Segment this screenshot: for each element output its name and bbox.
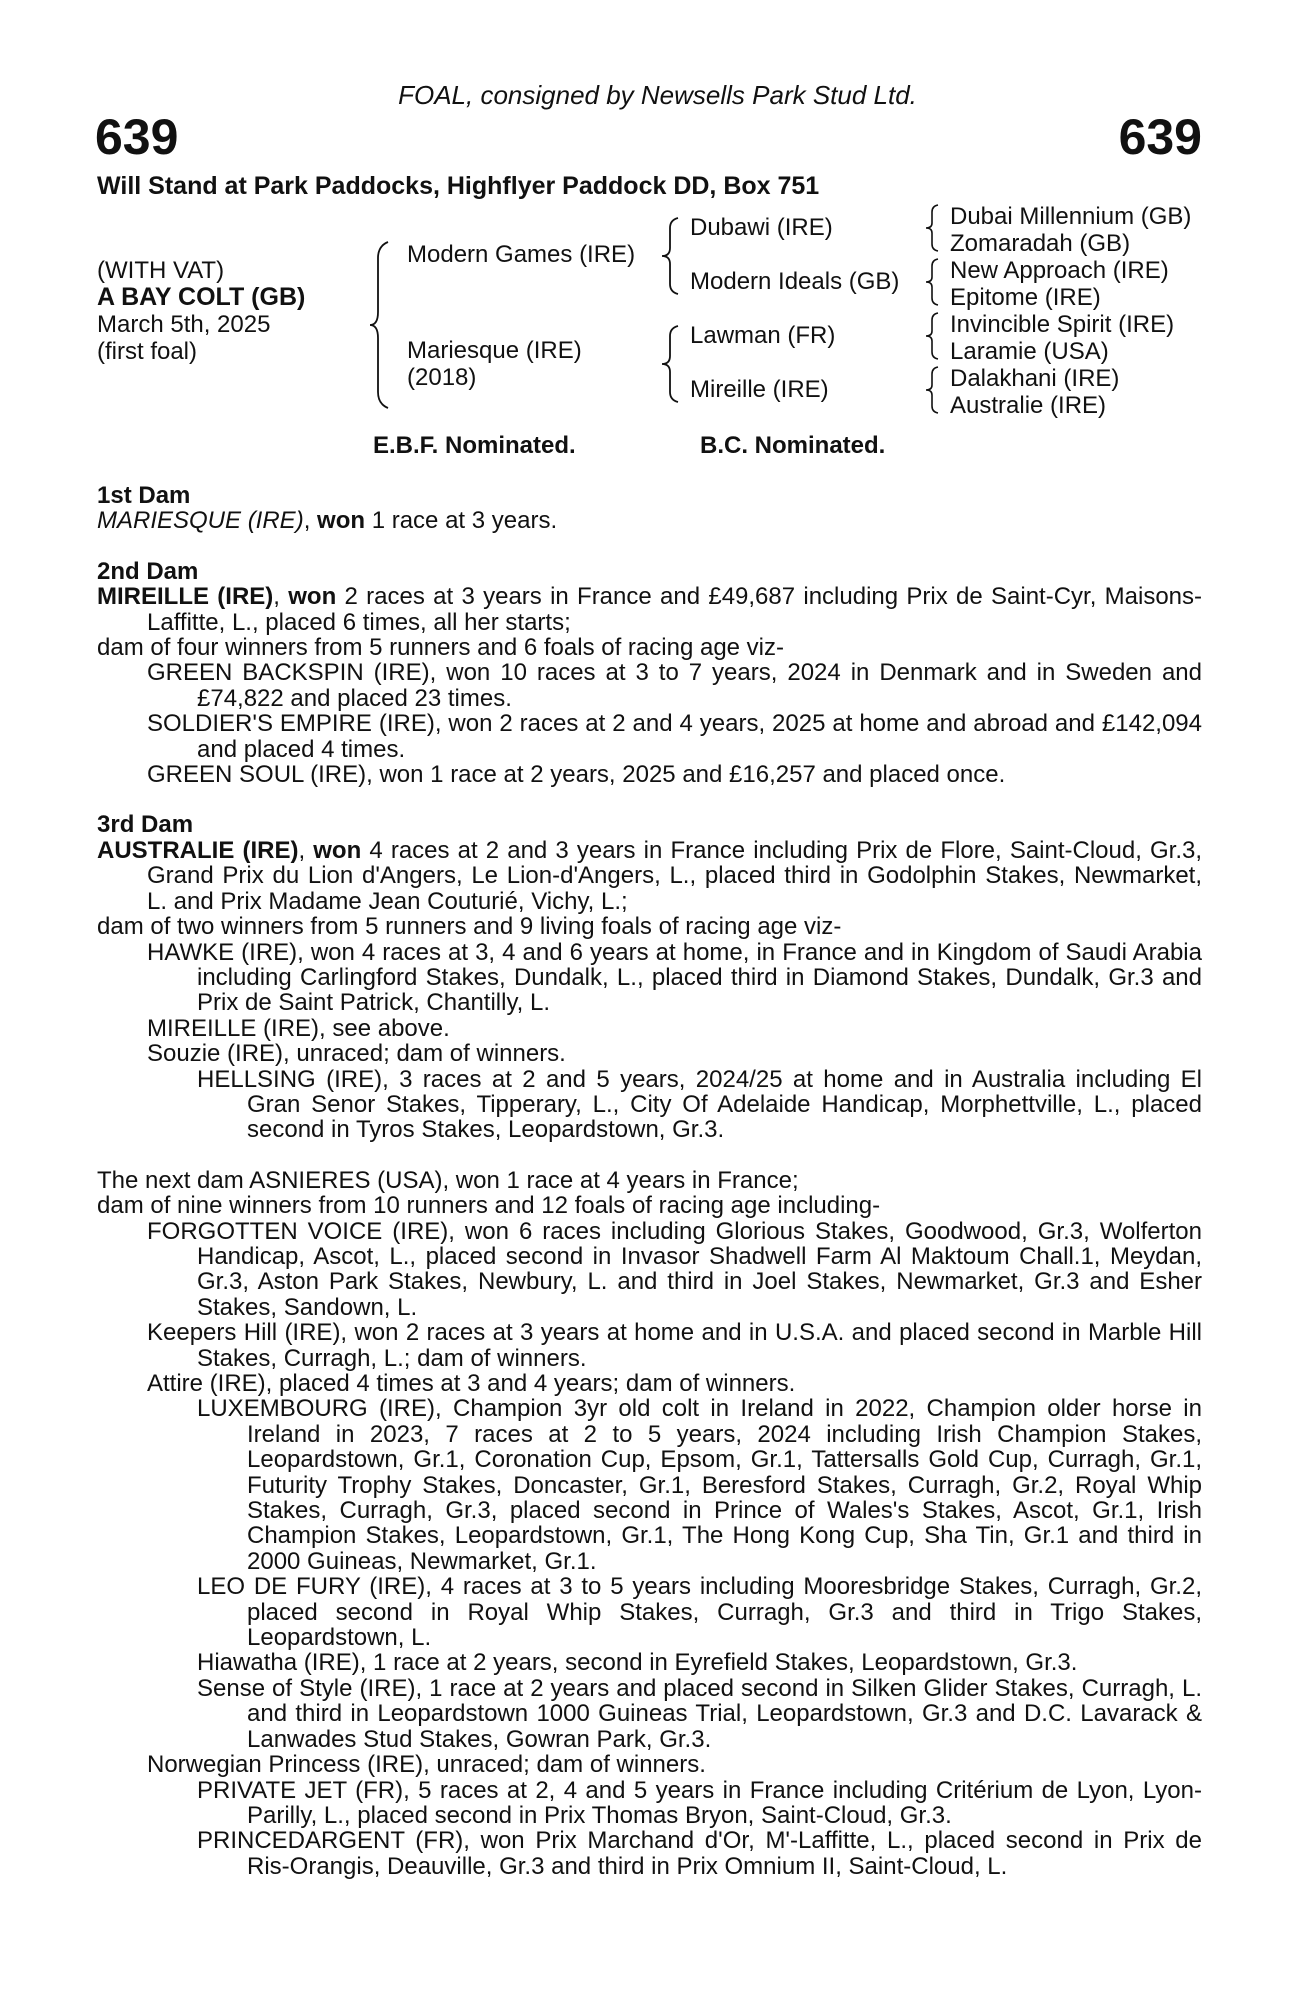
sire-sire: Dubawi (IRE) (690, 214, 833, 241)
g3-ancestor: Dubai Millennium (GB) (950, 203, 1192, 230)
stand-location: Will Stand at Park Paddocks, Highflyer Paddock DD, Box 751 (97, 172, 820, 200)
offspring-entry: Sense of Style (IRE), 1 race at 2 years and placed second in Silken Glider Stakes, Curragh, L. and third in Leopardstown 1000 Guineas Trial, Leopardstown, Gr.3 and D.C. Lavarack & Lanwades Stud Stakes, Gowran Park, Gr.3. (197, 1674, 1202, 1753)
dam-year: (2018) (407, 364, 477, 391)
third-dam-section (97, 812, 1202, 1142)
first-dam-won: won (317, 507, 366, 535)
first-dam-text: 1 race at 3 years. (365, 507, 558, 535)
g3-ancestor: Invincible Spirit (IRE) (950, 311, 1175, 338)
dam-dam: Mireille (IRE) (690, 376, 829, 403)
first-dam-section (97, 483, 1202, 534)
first-dam-name: MARIESQUE (IRE) (97, 507, 304, 535)
g3-brace-4 (925, 365, 941, 415)
lot-number-left: 639 (95, 109, 179, 165)
sire-name: Modern Games (IRE) (407, 241, 636, 268)
third-dam-name: AUSTRALIE (IRE) (97, 836, 299, 864)
third-dam-text: 4 races at 2 and 3 years in France including Prix de Flore, Saint-Cloud, Gr.3, Grand Prix du Lion d'Angers, Le Lion-d'Angers, L., placed third in Godolphin Stakes, Newmarket, L. and Prix Madame Jean Couturié, Vichy, L.; (147, 836, 1203, 915)
second-dam-text: 2 races at 3 years in France and £49,687 including Prix de Saint-Cyr, Maisons-Laffitte, L., placed 6 times, all her starts; (147, 583, 1203, 636)
g3-ancestor: Zomaradah (GB) (950, 230, 1131, 257)
second-dam-heading: 2nd Dam (97, 557, 199, 585)
second-dam-section (97, 559, 1202, 788)
dam-brace (660, 324, 684, 404)
offspring-entry: MIREILLE (IRE), see above. (147, 1014, 450, 1042)
foal-birthdate: March 5th, 2025 (97, 311, 271, 338)
first-dam-heading: 1st Dam (97, 482, 191, 509)
offspring-entry: GREEN SOUL (IRE), won 1 race at 2 years, 2025 and £16,257 and placed once. (147, 761, 1006, 789)
second-dam-record: MIREILLE (IRE), won 2 races at 3 years in France and £49,687 including Prix de Saint-Cyr, Maisons-Laffitte, L., placed 6 times, all her starts; (97, 583, 1203, 636)
offspring-entry: Souzie (IRE), unraced; dam of winners. (147, 1040, 566, 1068)
g3-ancestor: Laramie (USA) (950, 338, 1109, 365)
foal-vat: (WITH VAT) (97, 257, 225, 284)
sire-brace (660, 216, 684, 296)
offspring-entry: FORGOTTEN VOICE (IRE), won 6 races including Glorious Stakes, Goodwood, Gr.3, Wolferton Handicap, Ascot, L., placed second in Invasor Shadwell Farm Al Maktoum Chall.1, Meydan, Gr.3, Aston Park Stakes, Newbury, L. and third in Joel Stakes, Newmarket, Gr.3 and Esher Stakes, Sandown, L. (147, 1217, 1202, 1321)
next-dam-produce: dam of nine winners from 10 runners and 12 foals of racing age including- (97, 1192, 881, 1220)
g3-ancestor: Epitome (IRE) (950, 284, 1101, 311)
foal-note: (first foal) (97, 338, 198, 365)
second-dam-name: MIREILLE (IRE) (97, 583, 274, 611)
g3-ancestor: Australie (IRE) (950, 392, 1107, 419)
offspring-entry: Hiawatha (IRE), 1 race at 2 years, second in Eyrefield Stakes, Leopardstown, Gr.3. (197, 1649, 1078, 1677)
third-dam-record: AUSTRALIE (IRE), won 4 races at 2 and 3 years in France including Prix de Flore, Saint-Cloud, Gr.3, Grand Prix du Lion d'Angers, Le Lion-d'Angers, L., placed third in Godolphin Stakes, Newmarket, L. and Prix Madame Jean Couturié, Vichy, L.; (97, 836, 1203, 915)
g3-brace-2 (925, 257, 941, 307)
offspring-entry: Attire (IRE), placed 4 times at 3 and 4 years; dam of winners. (147, 1370, 796, 1397)
dam-name: Mariesque (IRE) (407, 337, 582, 364)
offspring-entry: Keepers Hill (IRE), won 2 races at 3 years at home and in U.S.A. and placed second in Marble Hill Stakes, Curragh, L.; dam of winners. (147, 1319, 1202, 1372)
g3-ancestor: New Approach (IRE) (950, 257, 1169, 284)
next-dam-section (97, 1168, 1202, 1879)
bc-nominated: B.C. Nominated. (700, 432, 886, 459)
offspring-entry: GREEN BACKSPIN (IRE), won 10 races at 3 to 7 years, 2024 in Denmark and in Sweden and £74,822 and placed 23 times. (147, 659, 1202, 712)
foal-name: A BAY COLT (GB) (97, 283, 306, 311)
offspring-entry: Norwegian Princess (IRE), unraced; dam of winners. (147, 1751, 706, 1779)
offspring-entry: LEO DE FURY (IRE), 4 races at 3 to 5 years including Mooresbridge Stakes, Curragh, Gr.2, placed second in Royal Whip Stakes, Curragh, Gr.3 and third in Trigo Stakes, Leopardstown, L. (197, 1573, 1202, 1652)
offspring-entry: SOLDIER'S EMPIRE (IRE), won 2 races at 2 and 4 years, 2025 at home and abroad and £142,094 and placed 4 times. (147, 710, 1202, 763)
lot-number-right: 639 (1118, 109, 1202, 165)
foal-brace (368, 240, 392, 410)
offspring-entry: HELLSING (IRE), 3 races at 2 and 5 years, 2024/25 at home and in Australia including El Gran Senor Stakes, Tipperary, L., City Of Adelaide Handicap, Morphettville, L., placed second in Tyros Stakes, Leopardstown, Gr.3. (197, 1065, 1202, 1144)
offspring-entry: PRINCEDARGENT (FR), won Prix Marchand d'Or, M'-Laffitte, L., placed second in Prix de Ris-Orangis, Deauville, Gr.3 and third in Prix Omnium II, Saint-Cloud, L. (197, 1827, 1202, 1880)
ebf-nominated: E.B.F. Nominated. (373, 432, 576, 459)
third-dam-heading: 3rd Dam (97, 811, 194, 839)
g3-brace-1 (925, 203, 941, 253)
race-record (97, 483, 1202, 1879)
dam-sire: Lawman (FR) (690, 322, 836, 349)
g3-ancestor: Dalakhani (IRE) (950, 365, 1120, 392)
offspring-entry: HAWKE (IRE), won 4 races at 3, 4 and 6 years at home, in France and in Kingdom of Saudi Arabia including Carlingford Stakes, Dundalk, L., placed third in Diamond Stakes, Dundalk, Gr.3 and Prix de Saint Patrick, Chantilly, L. (147, 938, 1202, 1017)
sire-dam: Modern Ideals (GB) (690, 268, 900, 295)
next-dam-intro: The next dam ASNIERES (USA), won 1 race at 4 years in France; (97, 1166, 799, 1194)
offspring-entry: LUXEMBOURG (IRE), Champion 3yr old colt in Ireland in 2022, Champion older horse in Ireland in 2023, 7 races at 2 to 5 years, 2024 including Irish Champion Stakes, Leopardstown, Gr.1, Coronation Cup, Epsom, Gr.1, Tattersalls Gold Cup, Curragh, Gr.1, Futurity Trophy Stakes, Doncaster, Gr.1, Beresford Stakes, Curragh, Gr.2, Royal Whip Stakes, Curragh, Gr.3, placed second in Prince of Wales's Stakes, Ascot, Gr.1, Irish Champion Stakes, Leopardstown, Gr.1, The Hong Kong Cup, Sha Tin, Gr.1 and third in 2000 Guineas, Newmarket, Gr.1. (197, 1395, 1202, 1575)
first-dam-record: MARIESQUE (IRE), won 1 race at 3 years. (97, 507, 558, 535)
g3-brace-3 (925, 311, 941, 361)
second-dam-produce: dam of four winners from 5 runners and 6 foals of racing age viz- (97, 634, 784, 662)
offspring-entry: PRIVATE JET (FR), 5 races at 2, 4 and 5 years in France including Critérium de Lyon, Lyon-Parilly, L., placed second in Prix Thomas Bryon, Saint-Cloud, Gr.3. (197, 1776, 1202, 1829)
consignor-line: FOAL, consigned by Newsells Park Stud Ltd. (398, 80, 917, 110)
third-dam-produce: dam of two winners from 5 runners and 9 living foals of racing age viz- (97, 913, 842, 941)
